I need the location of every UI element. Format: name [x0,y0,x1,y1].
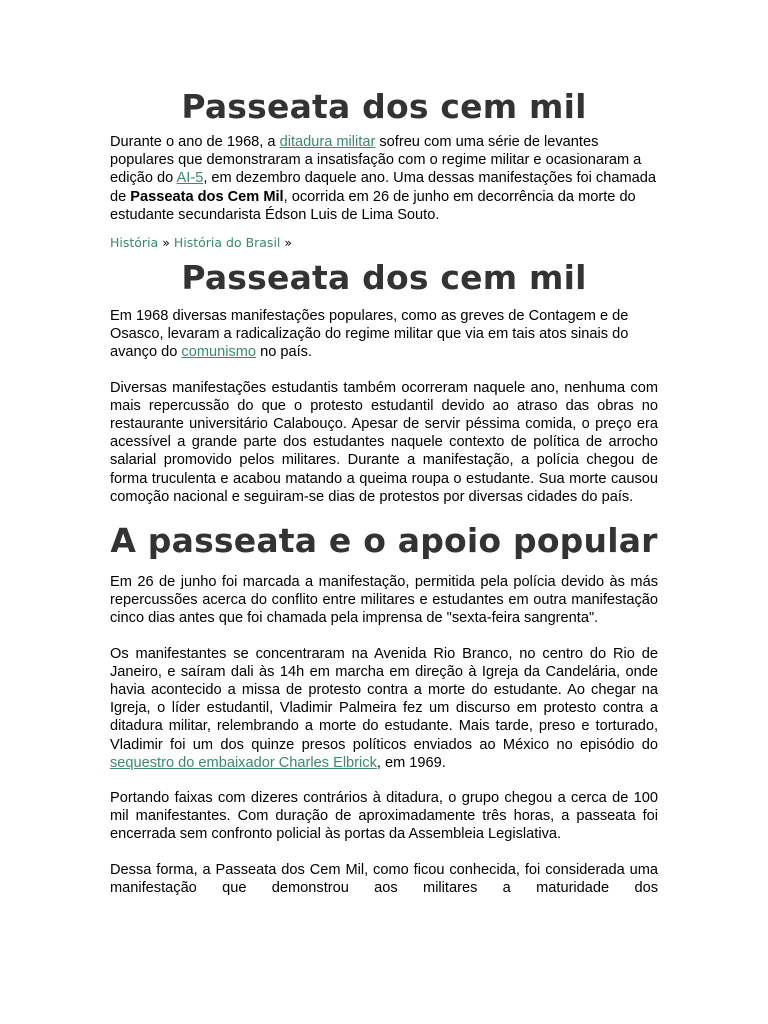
paragraph-text: Os manifestantes se concentraram na Avenida Rio Branco, no centro do Rio de Janeiro, e saíram dali às 14h em marcha em direção à Igreja da Candelária, onde havia acontecido a missa de protesto contra a morte do estudante. Ao chegar na Igreja, o líder estudantil, Vladimir Palmeira fez um discurso em protesto contra a ditadura militar, relembrando a morte do estudante. Mais tarde, preso e torturado, Vladimir foi um dos quinze presos políticos enviados ao México no episódio do [110,645,658,753]
breadcrumb-separator: » [280,235,293,251]
paragraph-1968 [110,307,658,362]
link-comunismo[interactable]: comunismo [181,344,257,361]
intro-text-2: sofreu com uma série de levantes populares que demonstraram a insatisfação com o regime militar e ocasionaram a edição do [110,134,642,187]
breadcrumb-separator: » [158,235,174,251]
section-title-passeata: Passeata dos cem mil [181,258,587,298]
paragraph-calabouco: Diversas manifestações estudantis também ocorreram naquele ano, nenhuma com mais repercussão do que o protesto estudantil devido ao atraso das obras no restaurante universitário Calabouço. Apesar de servir péssima comida, o preço era acessível a grande parte dos estudantes naquele contexto de política de arrocho salarial promovido pelos militares. Durante a manifestação, a polícia chegou de forma truculenta e acabou matando a queima roupa o estudante. Sua morte causou comoção nacional e seguiram-se dias de protestos por diversas cidades do país. [110,379,658,505]
intro-text-3: , em dezembro daquele ano. Uma dessas manifestações foi chamada de [110,170,656,205]
intro-bold-term: Passeata dos Cem Mil [130,188,284,205]
link-ai5[interactable]: AI-5 [176,170,204,187]
intro-text-4: , ocorrida em 26 de junho em decorrência da morte do estudante secundarista Édson Luis de Lima Souto. [110,188,636,223]
article-title: Passeata dos cem mil [181,87,587,126]
article-content [110,84,658,897]
paragraph-text: Em 1968 diversas manifestações populares, como as greves de Contagem e de Osasco, levaram a radicalização do regime militar que via em tais atos sinais do avanço do [110,308,629,361]
paragraph-conclusao [110,861,658,897]
intro-paragraph [110,133,658,224]
link-sequestro-elbrick[interactable]: sequestro do embaixador Charles Elbrick [110,754,377,771]
link-ditadura-militar[interactable]: ditadura militar [279,134,376,150]
paragraph-text: , em 1969. [376,754,446,771]
paragraph-text: no país. [256,344,313,361]
paragraph-manifestantes [110,645,658,772]
paragraph-26-junho: Em 26 de junho foi marcada a manifestação, permitida pela polícia devido às más repercussões acerca do conflito entre militares e estudantes em outra manifestação cinco dias antes que foi chamada pela imprensa de "sexta-feira sangrenta". [110,574,658,627]
intro-text-1: Durante o ano de 1968, a [110,134,280,150]
paragraph-text: Dessa forma, a Passeata dos Cem Mil, como ficou conhecida, foi considerada uma manifestação que demonstrou aos militares a maturidade dos [110,861,658,896]
breadcrumb-historia[interactable]: História [110,235,159,251]
section-title-apoio-popular: A passeata e o apoio popular [110,521,658,561]
breadcrumb-historia-do-brasil[interactable]: História do Brasil [173,235,281,251]
breadcrumb [110,234,658,252]
paragraph-faixas: Portando faixas com dizeres contrários à ditadura, o grupo chegou a cerca de 100 mil manifestantes. Com duração de aproximadamente três horas, a passeata foi encerrada sem confronto policial às portas da Assembleia Legislativa. [110,790,658,843]
